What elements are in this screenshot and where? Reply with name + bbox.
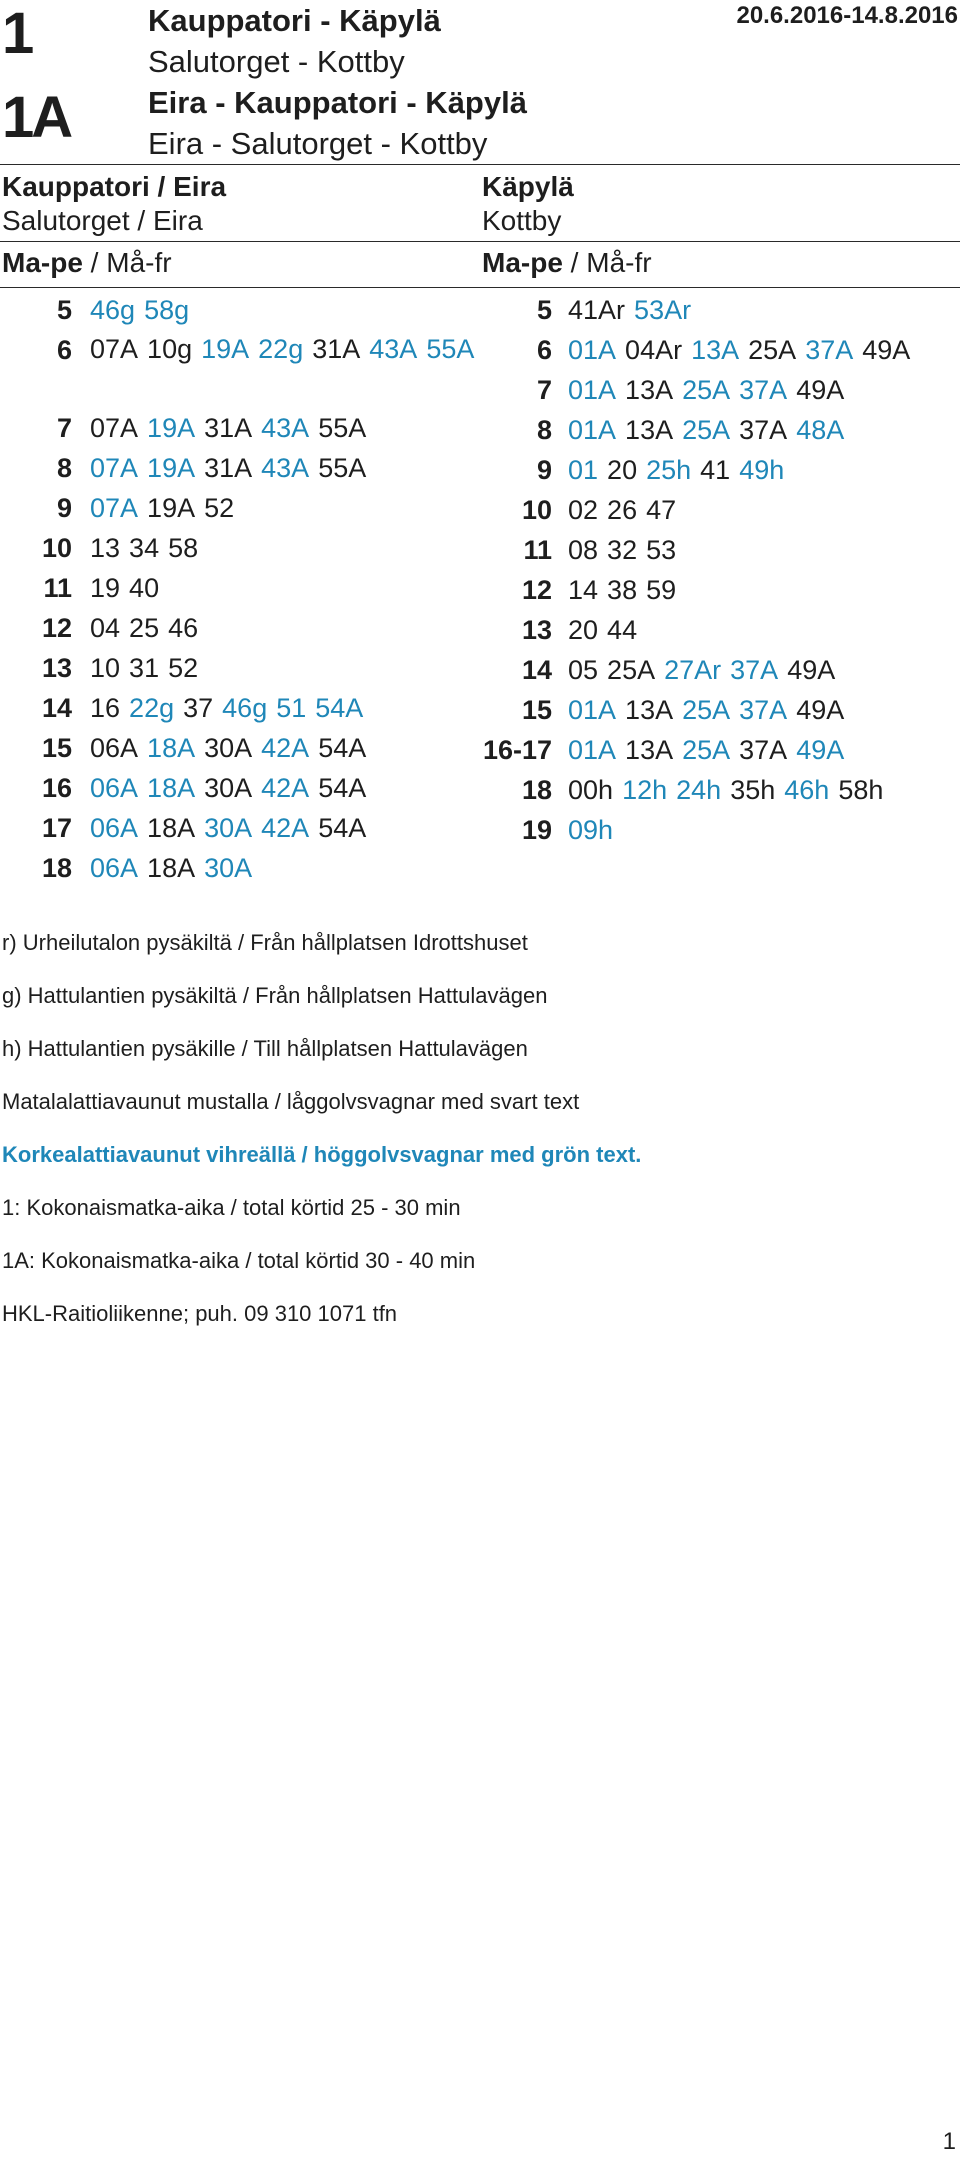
departure-minute: 18A xyxy=(147,813,196,843)
hour-label: 13 xyxy=(521,615,552,645)
hour-cell xyxy=(0,448,72,488)
divider xyxy=(0,164,960,165)
timetable-row xyxy=(480,610,960,650)
departure-minute: 49A xyxy=(787,655,836,685)
hour-cell xyxy=(480,570,552,610)
timetable-row xyxy=(0,848,420,888)
departure-minute: 06A xyxy=(90,773,139,803)
hour-label: 12 xyxy=(41,613,72,643)
departure-minute: 42A xyxy=(261,733,310,763)
departure-minute: 10 xyxy=(90,653,121,683)
hour-cell xyxy=(480,610,552,650)
timetable-row xyxy=(480,490,960,530)
departure-minute: 19A xyxy=(201,334,250,364)
departure-minute: 08 xyxy=(568,535,599,565)
departure-minute: 18A xyxy=(147,773,196,803)
timetable-row xyxy=(0,648,420,688)
departure-minute: 01A xyxy=(568,415,617,445)
departure-minute: 31 xyxy=(129,653,160,683)
days-separator: / xyxy=(82,247,107,278)
timetable-row xyxy=(0,488,420,528)
departure-minute: 25A xyxy=(607,655,656,685)
route-1-title-sv: Salutorget - Kottby xyxy=(148,44,405,79)
departure-minute: 54A xyxy=(315,693,364,723)
hour-cell xyxy=(480,290,552,330)
departure-minute: 55A xyxy=(318,453,367,483)
hour-label: 6 xyxy=(536,335,552,365)
departure-minute: 46 xyxy=(168,613,199,643)
footnote: r) Urheilutalon pysäkiltä / Från hållplatsen Idrottshuset xyxy=(2,930,528,955)
departure-minute: 06A xyxy=(90,853,139,883)
route-1a-title-fi: Eira - Kauppatori - Käpylä xyxy=(148,85,527,120)
hour-cell xyxy=(0,528,72,568)
departure-minute: 02 xyxy=(568,495,599,525)
departure-minute: 07A xyxy=(90,334,139,364)
timetable-row xyxy=(0,408,420,448)
departure-minute: 16 xyxy=(90,693,121,723)
timetable-row xyxy=(480,570,960,610)
minutes-list xyxy=(90,528,400,568)
departure-minute: 47 xyxy=(646,495,677,525)
minutes-list xyxy=(568,330,948,370)
hour-cell xyxy=(0,488,72,528)
departure-minute: 00h xyxy=(568,775,614,805)
departure-minute: 13A xyxy=(625,375,674,405)
departure-minute: 07A xyxy=(90,493,139,523)
departure-minute: 01A xyxy=(568,375,617,405)
timetable-row xyxy=(0,528,420,568)
footnote: 1: Kokonaismatka-aika / total körtid 25 - 30 min xyxy=(2,1195,461,1220)
departure-minute: 09h xyxy=(568,815,614,845)
departure-minute: 48A xyxy=(796,415,845,445)
departure-minute: 13 xyxy=(90,533,121,563)
departure-minute: 25 xyxy=(129,613,160,643)
hour-label: 12 xyxy=(521,575,552,605)
departure-minute: 55A xyxy=(426,334,475,364)
departure-minute: 25A xyxy=(682,415,731,445)
departure-minute: 49A xyxy=(862,335,911,365)
minutes-list xyxy=(568,690,948,730)
minutes-list xyxy=(568,290,948,330)
departure-minute: 42A xyxy=(261,813,310,843)
departure-minute: 37 xyxy=(183,693,214,723)
timetable-row xyxy=(480,730,960,770)
hour-cell xyxy=(480,530,552,570)
hour-label: 7 xyxy=(536,375,552,405)
departure-minute: 14 xyxy=(568,575,599,605)
departure-minute: 07A xyxy=(90,413,139,443)
departure-minute: 22g xyxy=(129,693,175,723)
timetable-row xyxy=(480,810,960,850)
route-number-1a: 1A xyxy=(2,85,71,150)
minutes-list xyxy=(90,488,400,528)
departure-minute: 52 xyxy=(204,493,235,523)
minutes-list xyxy=(568,490,948,530)
footnote: HKL-Raitioliikenne; puh. 09 310 1071 tfn xyxy=(2,1301,398,1326)
departure-minute: 58h xyxy=(838,775,884,805)
footnote: Korkealattiavaunut vihreällä / höggolvsvagnar med grön text. xyxy=(2,1142,642,1167)
departure-minute: 06A xyxy=(90,733,139,763)
minutes-list xyxy=(90,290,400,330)
timetable-row xyxy=(480,770,960,810)
departure-minute: 51 xyxy=(276,693,307,723)
hour-cell xyxy=(0,808,72,848)
divider xyxy=(0,287,960,288)
departure-minute: 54A xyxy=(318,773,367,803)
departure-minute: 20 xyxy=(568,615,599,645)
departure-minute: 37A xyxy=(805,335,854,365)
hour-label: 15 xyxy=(521,695,552,725)
minutes-list xyxy=(568,570,948,610)
timetable-row xyxy=(0,330,475,408)
hour-cell xyxy=(480,770,552,810)
departure-minute: 49A xyxy=(796,735,845,765)
minutes-list xyxy=(568,610,948,650)
timetable-row xyxy=(480,370,960,410)
hour-cell xyxy=(0,408,72,448)
minutes-list xyxy=(90,648,400,688)
hour-cell xyxy=(480,450,552,490)
hour-label: 16 xyxy=(41,773,72,803)
right-days xyxy=(482,246,652,280)
timetable-row xyxy=(0,688,420,728)
left-direction-header xyxy=(2,170,226,238)
departure-minute: 59 xyxy=(646,575,677,605)
departure-minute: 53Ar xyxy=(634,295,692,325)
route-titles xyxy=(148,0,708,164)
departure-minute: 04 xyxy=(90,613,121,643)
minutes-list xyxy=(90,768,400,808)
minutes-list xyxy=(568,530,948,570)
footnotes xyxy=(2,930,952,1354)
departure-minute: 30A xyxy=(204,853,253,883)
hour-label: 8 xyxy=(56,453,72,483)
hour-cell xyxy=(0,330,72,370)
timetable-row xyxy=(0,768,420,808)
departure-minute: 05 xyxy=(568,655,599,685)
departure-minute: 41Ar xyxy=(568,295,626,325)
hour-label: 14 xyxy=(41,693,72,723)
departure-minute: 01 xyxy=(568,455,599,485)
route-1-title-fi: Kauppatori - Käpylä xyxy=(148,3,441,38)
hour-label: 5 xyxy=(56,295,72,325)
days-sv: Må-fr xyxy=(586,247,652,278)
hour-cell xyxy=(0,728,72,768)
departure-minute: 13A xyxy=(625,735,674,765)
departure-minute: 30A xyxy=(204,773,253,803)
departure-minute: 06A xyxy=(90,813,139,843)
departure-minute: 27Ar xyxy=(664,655,722,685)
hour-label: 16-17 xyxy=(482,735,552,765)
departure-minute: 18A xyxy=(147,853,196,883)
minutes-list xyxy=(90,330,475,368)
hour-label: 13 xyxy=(41,653,72,683)
timetable-row xyxy=(480,650,960,690)
minutes-list xyxy=(568,730,948,770)
minutes-list xyxy=(90,408,400,448)
minutes-list xyxy=(90,568,400,608)
hour-cell xyxy=(0,290,72,330)
hour-label: 15 xyxy=(41,733,72,763)
departure-minute: 37A xyxy=(739,415,788,445)
minutes-list xyxy=(568,810,948,850)
departure-minute: 20 xyxy=(607,455,638,485)
departure-minute: 49h xyxy=(739,455,785,485)
departure-minute: 31A xyxy=(204,413,253,443)
days-separator: / xyxy=(562,247,587,278)
minutes-list xyxy=(568,450,948,490)
departure-minute: 46g xyxy=(222,693,268,723)
departure-minute: 44 xyxy=(607,615,638,645)
left-direction-sv: Salutorget / Eira xyxy=(2,205,203,236)
departure-minute: 35h xyxy=(730,775,776,805)
hour-label: 10 xyxy=(41,533,72,563)
departure-minute: 58g xyxy=(144,295,190,325)
departure-minute: 13A xyxy=(691,335,740,365)
timetable-row xyxy=(480,690,960,730)
departure-minute: 49A xyxy=(796,695,845,725)
departure-minute: 19A xyxy=(147,493,196,523)
days-sv: Må-fr xyxy=(106,247,172,278)
days-fi: Ma-pe xyxy=(482,247,563,278)
minutes-list xyxy=(568,410,948,450)
departure-minute: 10g xyxy=(147,334,193,364)
departure-minute: 37A xyxy=(739,375,788,405)
timetable-row xyxy=(0,608,420,648)
footnote: Matalalattiavaunut mustalla / låggolvsvagnar med svart text xyxy=(2,1089,580,1114)
hour-cell xyxy=(0,568,72,608)
hour-label: 9 xyxy=(536,455,552,485)
departure-minute: 12h xyxy=(622,775,668,805)
minutes-list xyxy=(90,448,400,488)
departure-minute: 54A xyxy=(318,813,367,843)
departure-minute: 25A xyxy=(748,335,797,365)
timetable-row xyxy=(0,568,420,608)
hour-label: 10 xyxy=(521,495,552,525)
hour-label: 18 xyxy=(41,853,72,883)
departure-minute: 19A xyxy=(147,413,196,443)
footnote: g) Hattulantien pysäkiltä / Från hållplatsen Hattulavägen xyxy=(2,983,548,1008)
timetable-row xyxy=(480,450,960,490)
departure-minute: 52 xyxy=(168,653,199,683)
departure-minute: 01A xyxy=(568,695,617,725)
minutes-list xyxy=(90,688,400,728)
departure-minute: 34 xyxy=(129,533,160,563)
departure-minute: 18A xyxy=(147,733,196,763)
footnote: h) Hattulantien pysäkille / Till hållplatsen Hattulavägen xyxy=(2,1036,528,1061)
hour-cell xyxy=(480,410,552,450)
divider xyxy=(0,241,960,242)
minutes-list xyxy=(90,608,400,648)
footnote: 1A: Kokonaismatka-aika / total körtid 30 - 40 min xyxy=(2,1248,476,1273)
hour-cell xyxy=(0,648,72,688)
departure-minute: 25A xyxy=(682,375,731,405)
hour-label: 7 xyxy=(56,413,72,443)
departure-minute: 46g xyxy=(90,295,136,325)
departure-minute: 55A xyxy=(318,413,367,443)
departure-minute: 40 xyxy=(129,573,160,603)
validity-period: 20.6.2016-14.8.2016 xyxy=(736,2,958,29)
departure-minute: 49A xyxy=(796,375,845,405)
departure-minute: 32 xyxy=(607,535,638,565)
departure-minute: 24h xyxy=(676,775,722,805)
right-direction-header xyxy=(482,170,574,238)
minutes-list xyxy=(90,728,400,768)
minutes-list xyxy=(568,650,948,690)
departure-minute: 19 xyxy=(90,573,121,603)
hour-label: 14 xyxy=(521,655,552,685)
minutes-list xyxy=(568,370,948,410)
departure-minute: 38 xyxy=(607,575,638,605)
hour-label: 17 xyxy=(41,813,72,843)
departure-minute: 13A xyxy=(625,415,674,445)
departure-minute: 25h xyxy=(646,455,692,485)
departure-minute: 31A xyxy=(204,453,253,483)
timetable-row xyxy=(0,290,420,330)
departure-minute: 30A xyxy=(204,733,253,763)
hour-label: 11 xyxy=(43,573,72,603)
timetable-row xyxy=(0,448,420,488)
departure-minute: 37A xyxy=(730,655,779,685)
hour-label: 18 xyxy=(521,775,552,805)
departure-minute: 01A xyxy=(568,735,617,765)
hour-label: 5 xyxy=(536,295,552,325)
hour-cell xyxy=(0,688,72,728)
departure-minute: 43A xyxy=(261,413,310,443)
departure-minute: 43A xyxy=(261,453,310,483)
departure-minute: 01A xyxy=(568,335,617,365)
departure-minute: 37A xyxy=(739,695,788,725)
departure-minute: 13A xyxy=(625,695,674,725)
departure-minute: 41 xyxy=(700,455,731,485)
timetable-row xyxy=(0,808,420,848)
departure-minute: 43A xyxy=(369,334,418,364)
left-timetable xyxy=(0,290,475,888)
departure-minute: 54A xyxy=(318,733,367,763)
left-direction-fi: Kauppatori / Eira xyxy=(2,171,227,202)
departure-minute: 31A xyxy=(312,334,361,364)
hour-label: 6 xyxy=(56,335,72,365)
hour-cell xyxy=(480,490,552,530)
departure-minute: 07A xyxy=(90,453,139,483)
departure-minute: 53 xyxy=(646,535,677,565)
timetable-row xyxy=(480,290,960,330)
timetable-row xyxy=(480,530,960,570)
minutes-list xyxy=(90,808,400,848)
departure-minute: 30A xyxy=(204,813,253,843)
hour-label: 19 xyxy=(521,815,552,845)
hour-cell xyxy=(480,650,552,690)
hour-label: 11 xyxy=(523,535,552,565)
departure-minute: 46h xyxy=(784,775,830,805)
left-days xyxy=(2,246,172,280)
hour-cell xyxy=(0,768,72,808)
right-direction-sv: Kottby xyxy=(482,205,562,236)
hour-cell xyxy=(480,730,552,770)
departure-minute: 58 xyxy=(168,533,199,563)
minutes-list xyxy=(90,848,400,888)
hour-cell xyxy=(480,370,552,410)
timetable-row xyxy=(480,330,960,370)
departure-minute: 22g xyxy=(258,334,304,364)
minutes-list xyxy=(568,770,948,810)
right-timetable xyxy=(480,290,960,850)
right-direction-fi: Käpylä xyxy=(482,171,574,202)
route-1a-title-sv: Eira - Salutorget - Kottby xyxy=(148,126,488,161)
departure-minute: 25A xyxy=(682,695,731,725)
hour-label: 8 xyxy=(536,415,552,445)
departure-minute: 37A xyxy=(739,735,788,765)
timetable-row xyxy=(0,728,420,768)
hour-cell xyxy=(480,810,552,850)
hour-label: 9 xyxy=(56,493,72,523)
days-fi: Ma-pe xyxy=(2,247,83,278)
departure-minute: 26 xyxy=(607,495,638,525)
departure-minute: 25A xyxy=(682,735,731,765)
departure-minute: 42A xyxy=(261,773,310,803)
route-number-1: 1 xyxy=(2,1,33,66)
hour-cell xyxy=(0,848,72,888)
timetable-row xyxy=(480,410,960,450)
hour-cell xyxy=(480,690,552,730)
departure-minute: 04Ar xyxy=(625,335,683,365)
hour-cell xyxy=(0,608,72,648)
page-number: 1 xyxy=(942,2128,956,2155)
hour-cell xyxy=(480,330,552,370)
departure-minute: 19A xyxy=(147,453,196,483)
